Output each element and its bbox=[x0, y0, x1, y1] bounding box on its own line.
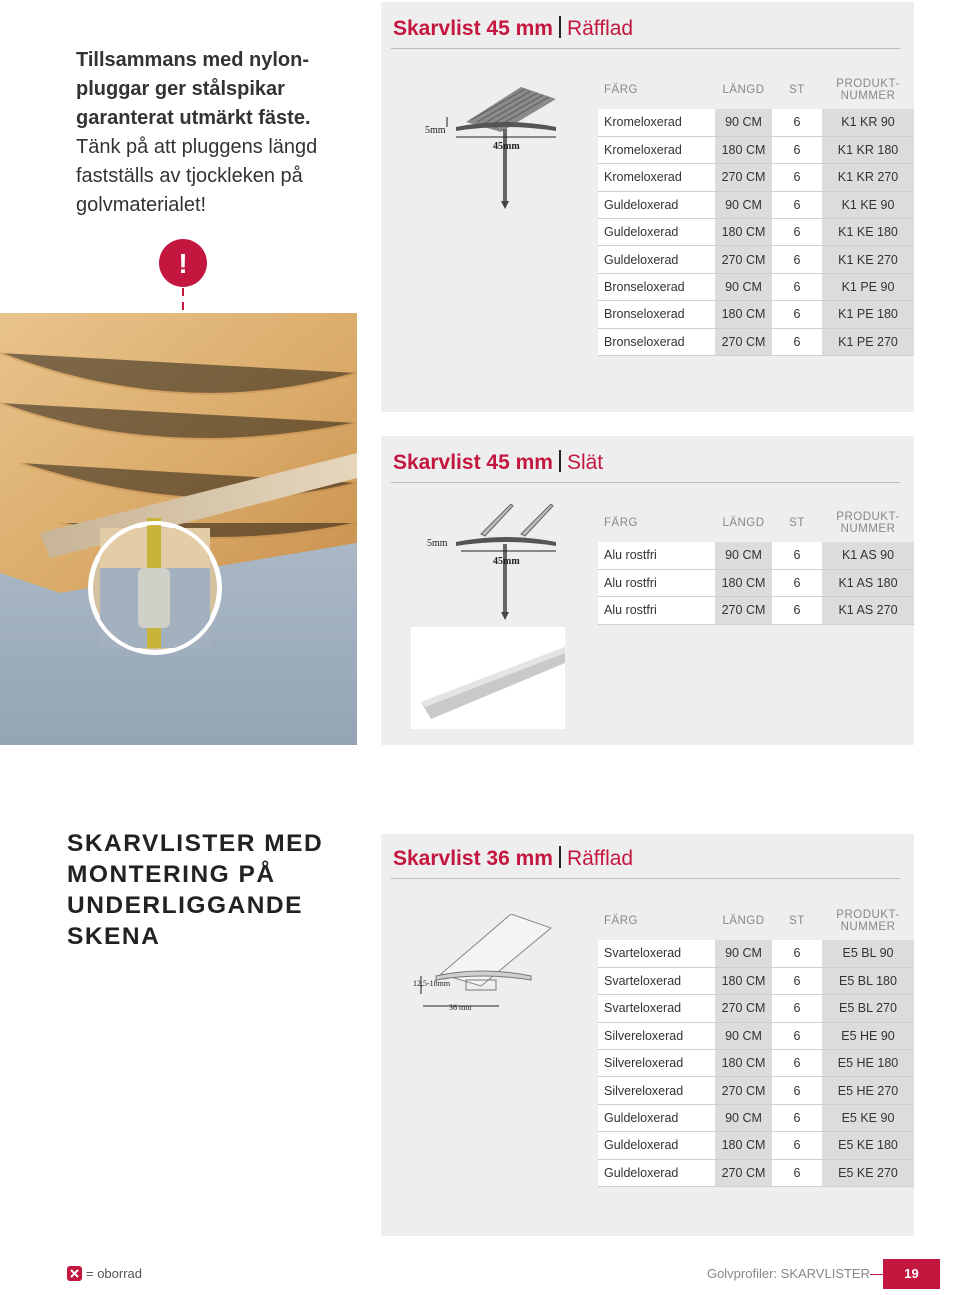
cell-st: 6 bbox=[772, 542, 822, 569]
legend-text: = oborrad bbox=[86, 1266, 143, 1281]
section-skarvlist-45-slat bbox=[381, 436, 914, 745]
table-row bbox=[598, 136, 914, 163]
cell-langd: 270 CM bbox=[715, 597, 772, 624]
cell-st: 6 bbox=[772, 328, 822, 355]
cell-farg: Guldeloxerad bbox=[598, 1104, 715, 1131]
cell-st: 6 bbox=[772, 219, 822, 246]
product-photo-slat bbox=[411, 627, 565, 729]
table-row bbox=[598, 1104, 914, 1131]
section-skarvlist-36-rafflad bbox=[381, 834, 914, 1236]
table-row bbox=[598, 1050, 914, 1077]
cell-produktnummer: K1 PE 90 bbox=[822, 273, 914, 300]
col-langd: LÄNGD bbox=[722, 915, 765, 927]
cell-farg: Alu rostfri bbox=[598, 542, 715, 569]
cell-farg: Bronseloxerad bbox=[598, 328, 715, 355]
cell-st: 6 bbox=[772, 301, 822, 328]
col-produktnummer: PRODUKT- NUMMER bbox=[836, 511, 900, 535]
cell-langd: 270 CM bbox=[715, 995, 772, 1022]
section-title-main: Skarvlist 45 mm bbox=[393, 451, 553, 474]
cell-langd: 90 CM bbox=[715, 1022, 772, 1049]
section-title-main: Skarvlist 36 mm bbox=[393, 847, 553, 870]
cell-st: 6 bbox=[772, 1159, 822, 1186]
installation-photo bbox=[0, 313, 357, 745]
cell-langd: 90 CM bbox=[715, 542, 772, 569]
table-row bbox=[598, 995, 914, 1022]
cell-st: 6 bbox=[772, 1022, 822, 1049]
cell-produktnummer: K1 KR 270 bbox=[822, 164, 914, 191]
dim-width-label: 45mm bbox=[493, 141, 520, 152]
cell-produktnummer: K1 AS 90 bbox=[822, 542, 914, 569]
cell-produktnummer: E5 BL 90 bbox=[822, 940, 914, 967]
cell-farg: Kromeloxerad bbox=[598, 109, 715, 136]
dim-width-label: 45mm bbox=[493, 556, 520, 567]
cell-farg: Guldeloxerad bbox=[598, 1159, 715, 1186]
table-row bbox=[598, 1022, 914, 1049]
col-st: ST bbox=[789, 517, 805, 529]
cell-produktnummer: K1 KR 90 bbox=[822, 109, 914, 136]
page-number: 19 bbox=[883, 1259, 940, 1289]
spec-table-a bbox=[598, 71, 914, 356]
dim-height-label: 5mm bbox=[425, 125, 446, 136]
table-row bbox=[598, 191, 914, 218]
table-row bbox=[598, 597, 914, 624]
section-title-main: Skarvlist 45 mm bbox=[393, 17, 553, 40]
cell-st: 6 bbox=[772, 164, 822, 191]
footer-rule bbox=[870, 1274, 883, 1275]
cell-produktnummer: K1 AS 270 bbox=[822, 597, 914, 624]
cell-farg: Kromeloxerad bbox=[598, 164, 715, 191]
section-skarvlist-45-rafflad bbox=[381, 2, 914, 412]
cell-langd: 180 CM bbox=[715, 1132, 772, 1159]
profile-drawing-rafflad bbox=[421, 87, 561, 212]
cell-langd: 180 CM bbox=[715, 569, 772, 596]
cell-produktnummer: E5 BL 270 bbox=[822, 995, 914, 1022]
cell-langd: 90 CM bbox=[715, 191, 772, 218]
section-title bbox=[393, 450, 603, 475]
title-separator bbox=[559, 846, 561, 868]
cell-langd: 90 CM bbox=[715, 273, 772, 300]
cell-langd: 180 CM bbox=[715, 136, 772, 163]
table-row bbox=[598, 109, 914, 136]
title-rule bbox=[391, 482, 900, 483]
table-row bbox=[598, 1077, 914, 1104]
footer-legend bbox=[67, 1266, 142, 1281]
cell-st: 6 bbox=[772, 1050, 822, 1077]
col-farg: FÄRG bbox=[604, 915, 638, 927]
col-farg: FÄRG bbox=[604, 84, 638, 96]
cell-farg: Bronseloxerad bbox=[598, 273, 715, 300]
table-row bbox=[598, 542, 914, 569]
footer-category: Golvprofiler: SKARVLISTER bbox=[706, 1266, 870, 1281]
dim-width-label: 36 mm bbox=[449, 1003, 472, 1012]
section-title bbox=[393, 846, 633, 871]
cell-farg: Alu rostfri bbox=[598, 597, 715, 624]
cell-produktnummer: K1 KR 180 bbox=[822, 136, 914, 163]
cell-langd: 180 CM bbox=[715, 1050, 772, 1077]
cell-st: 6 bbox=[772, 136, 822, 163]
cell-produktnummer: E5 KE 180 bbox=[822, 1132, 914, 1159]
title-rule bbox=[391, 48, 900, 49]
table-row bbox=[598, 273, 914, 300]
cell-produktnummer: E5 KE 90 bbox=[822, 1104, 914, 1131]
cell-produktnummer: K1 KE 270 bbox=[822, 246, 914, 273]
cell-farg: Silvereloxerad bbox=[598, 1077, 715, 1104]
undrilled-icon bbox=[67, 1266, 82, 1281]
title-rule bbox=[391, 878, 900, 879]
table-row bbox=[598, 328, 914, 355]
cell-st: 6 bbox=[772, 246, 822, 273]
heading-line: UNDERLIGGANDE bbox=[67, 892, 303, 919]
section-title-sub: Räfflad bbox=[566, 847, 634, 870]
col-langd: LÄNGD bbox=[722, 84, 765, 96]
tip-normal-text: Tänk på att pluggens längd fastställs av tjockleken på golvmaterialet! bbox=[76, 136, 318, 216]
cell-produktnummer: K1 PE 180 bbox=[822, 301, 914, 328]
cell-langd: 180 CM bbox=[715, 301, 772, 328]
cell-st: 6 bbox=[772, 967, 822, 994]
table-row bbox=[598, 940, 914, 967]
section-title bbox=[393, 16, 633, 41]
cell-langd: 270 CM bbox=[715, 328, 772, 355]
cell-farg: Svarteloxerad bbox=[598, 940, 715, 967]
cell-farg: Guldeloxerad bbox=[598, 1132, 715, 1159]
cell-farg: Guldeloxerad bbox=[598, 191, 715, 218]
profile-drawing-slat bbox=[421, 504, 561, 624]
profile-drawing-skena bbox=[411, 914, 561, 1014]
cell-produktnummer: E5 HE 90 bbox=[822, 1022, 914, 1049]
cell-langd: 270 CM bbox=[715, 246, 772, 273]
cell-farg: Guldeloxerad bbox=[598, 246, 715, 273]
table-header bbox=[598, 71, 914, 109]
cell-produktnummer: E5 KE 270 bbox=[822, 1159, 914, 1186]
cell-langd: 270 CM bbox=[715, 1159, 772, 1186]
warning-symbol: ! bbox=[178, 248, 188, 279]
col-produktnummer: PRODUKT- NUMMER bbox=[836, 909, 900, 933]
cell-st: 6 bbox=[772, 1077, 822, 1104]
table-row bbox=[598, 301, 914, 328]
cell-farg: Svarteloxerad bbox=[598, 995, 715, 1022]
dim-height-label: 12,5-18mm bbox=[413, 979, 451, 988]
cell-st: 6 bbox=[772, 569, 822, 596]
tip-bold-text: Tillsammans med nylonpluggar ger stålspikar garanterat utmärkt fäste. bbox=[76, 49, 311, 129]
cell-st: 6 bbox=[772, 940, 822, 967]
cell-langd: 90 CM bbox=[715, 940, 772, 967]
spec-table-b bbox=[598, 504, 914, 625]
cell-langd: 180 CM bbox=[715, 967, 772, 994]
heading-line: SKENA bbox=[67, 923, 161, 950]
cell-produktnummer: K1 KE 90 bbox=[822, 191, 914, 218]
heading-line: SKARVLISTER MED bbox=[67, 830, 324, 857]
cell-st: 6 bbox=[772, 109, 822, 136]
table-row bbox=[598, 569, 914, 596]
table-row bbox=[598, 164, 914, 191]
table-row bbox=[598, 1159, 914, 1186]
col-langd: LÄNGD bbox=[722, 517, 765, 529]
cell-farg: Guldeloxerad bbox=[598, 219, 715, 246]
col-farg: FÄRG bbox=[604, 517, 638, 529]
title-separator bbox=[559, 450, 561, 472]
cell-st: 6 bbox=[772, 191, 822, 218]
table-row bbox=[598, 1132, 914, 1159]
cell-langd: 90 CM bbox=[715, 109, 772, 136]
col-st: ST bbox=[789, 915, 805, 927]
cell-langd: 180 CM bbox=[715, 219, 772, 246]
col-st: ST bbox=[789, 84, 805, 96]
cell-st: 6 bbox=[772, 995, 822, 1022]
cell-farg: Bronseloxerad bbox=[598, 301, 715, 328]
cell-farg: Svarteloxerad bbox=[598, 967, 715, 994]
title-separator bbox=[559, 16, 561, 38]
cell-farg: Silvereloxerad bbox=[598, 1022, 715, 1049]
cell-farg: Alu rostfri bbox=[598, 569, 715, 596]
table-row bbox=[598, 219, 914, 246]
table-header bbox=[598, 504, 914, 542]
cell-st: 6 bbox=[772, 273, 822, 300]
section-title-sub: Slät bbox=[566, 451, 604, 474]
table-row bbox=[598, 246, 914, 273]
table-row bbox=[598, 967, 914, 994]
mounting-tip bbox=[76, 46, 321, 220]
cell-st: 6 bbox=[772, 1104, 822, 1131]
cell-farg: Kromeloxerad bbox=[598, 136, 715, 163]
category-heading bbox=[67, 828, 323, 952]
cell-produktnummer: E5 HE 180 bbox=[822, 1050, 914, 1077]
cell-produktnummer: E5 BL 180 bbox=[822, 967, 914, 994]
cell-produktnummer: E5 HE 270 bbox=[822, 1077, 914, 1104]
cell-st: 6 bbox=[772, 597, 822, 624]
cell-langd: 270 CM bbox=[715, 164, 772, 191]
dim-height-label: 5mm bbox=[427, 538, 448, 549]
cell-produktnummer: K1 PE 270 bbox=[822, 328, 914, 355]
cell-farg: Silvereloxerad bbox=[598, 1050, 715, 1077]
col-produktnummer: PRODUKT- NUMMER bbox=[836, 78, 900, 102]
cell-langd: 90 CM bbox=[715, 1104, 772, 1131]
cell-produktnummer: K1 AS 180 bbox=[822, 569, 914, 596]
section-title-sub: Räfflad bbox=[566, 17, 634, 40]
heading-line: MONTERING PÅ bbox=[67, 861, 276, 888]
cell-st: 6 bbox=[772, 1132, 822, 1159]
cell-produktnummer: K1 KE 180 bbox=[822, 219, 914, 246]
spec-table-c bbox=[598, 902, 914, 1187]
cell-langd: 270 CM bbox=[715, 1077, 772, 1104]
table-header bbox=[598, 902, 914, 940]
